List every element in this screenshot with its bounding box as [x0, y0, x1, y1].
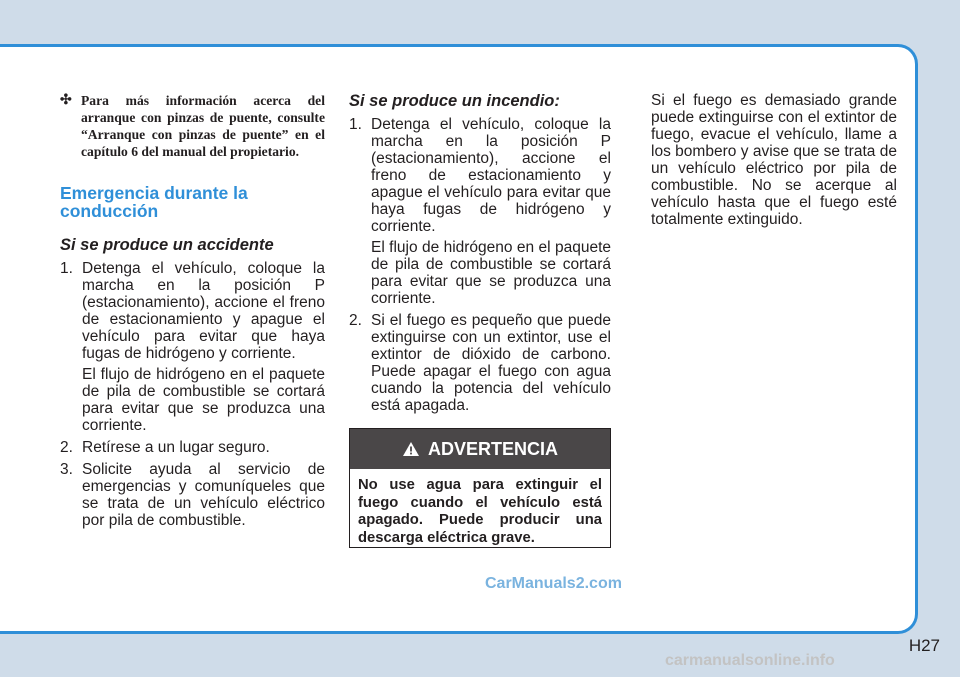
fire-title: Si se produce un incendio: — [349, 92, 560, 110]
info-note — [60, 92, 325, 160]
step-subtext: El flujo de hidrógeno en el paquete de pila de combustible se cortará para evitar que se produzca una corriente. — [371, 239, 611, 307]
large-fire-paragraph: Si el fuego es demasiado grande puede extinguirse con el extintor de fuego, evacue el vehículo, llame a los bombero y avise que se trata de un vehículo eléctrico por pila de combustible. No se acerque al vehículo hasta que el fuego esté totalmente extinguido. — [651, 92, 897, 228]
step-subtext: El flujo de hidrógeno en el paquete de pila de combustible se cortará para evitar que se produzca una corriente. — [82, 366, 325, 434]
warning-text: No use agua para extinguir el fuego cuando el vehículo está apagado. Puede producir una descarga eléctrica grave. — [358, 477, 602, 546]
step-text: Detenga el vehículo, coloque la marcha en la posición P (estacionamiento), accione el freno de estacionamiento y apague el vehículo para evitar que haya fugas de hidrógeno y corriente. — [371, 116, 611, 235]
note-text: Para más información acerca del arranque con pinzas de puente, consulte “Arranque con pinzas de puente” en el capítulo 6 del manual del propietario. — [81, 93, 325, 159]
accident-step-3 — [60, 461, 325, 529]
accident-step-2 — [60, 439, 325, 456]
step-number: 2. — [60, 439, 73, 456]
step-number: 1. — [60, 260, 73, 277]
fire-step-1 — [349, 116, 611, 307]
step-text: Retírese a un lugar seguro. — [82, 439, 270, 456]
warning-triangle-icon — [402, 441, 420, 457]
step-number: 2. — [349, 312, 362, 329]
warning-label: ADVERTENCIA — [427, 438, 558, 459]
step-text: Detenga el vehículo, coloque la marcha en la posición P (estacionamiento), accione el freno de estacionamiento y apague el vehículo para evitar que haya fugas de hidrógeno y corriente. — [82, 260, 325, 362]
accident-step-1 — [60, 260, 325, 434]
column-left — [60, 92, 325, 534]
footer-watermark: carmanualsonline.info — [665, 652, 835, 669]
accident-title: Si se produce un accidente — [60, 236, 274, 254]
step-number: 1. — [349, 116, 362, 133]
step-text: Solicite ayuda al servicio de emergencias y comuníqueles que se trata de un vehículo eléctrico por pila de combustible. — [82, 461, 325, 529]
column-middle — [349, 92, 611, 419]
page-number: H27 — [908, 636, 940, 655]
step-text: Si el fuego es pequeño que puede extinguirse con un extintor, use el extintor de dióxido de carbono. Puede apagar el fuego con agua cuando la potencia del vehículo está apagada. — [371, 312, 611, 414]
column-right — [651, 92, 897, 228]
note-mark-icon: ✣ — [60, 93, 72, 108]
warning-box — [349, 428, 611, 548]
fire-step-2 — [349, 312, 611, 414]
step-number: 3. — [60, 461, 73, 478]
section-title: Emergencia durante la conducción — [60, 183, 248, 221]
watermark: CarManuals2.com — [485, 575, 622, 592]
warning-header — [350, 429, 610, 469]
